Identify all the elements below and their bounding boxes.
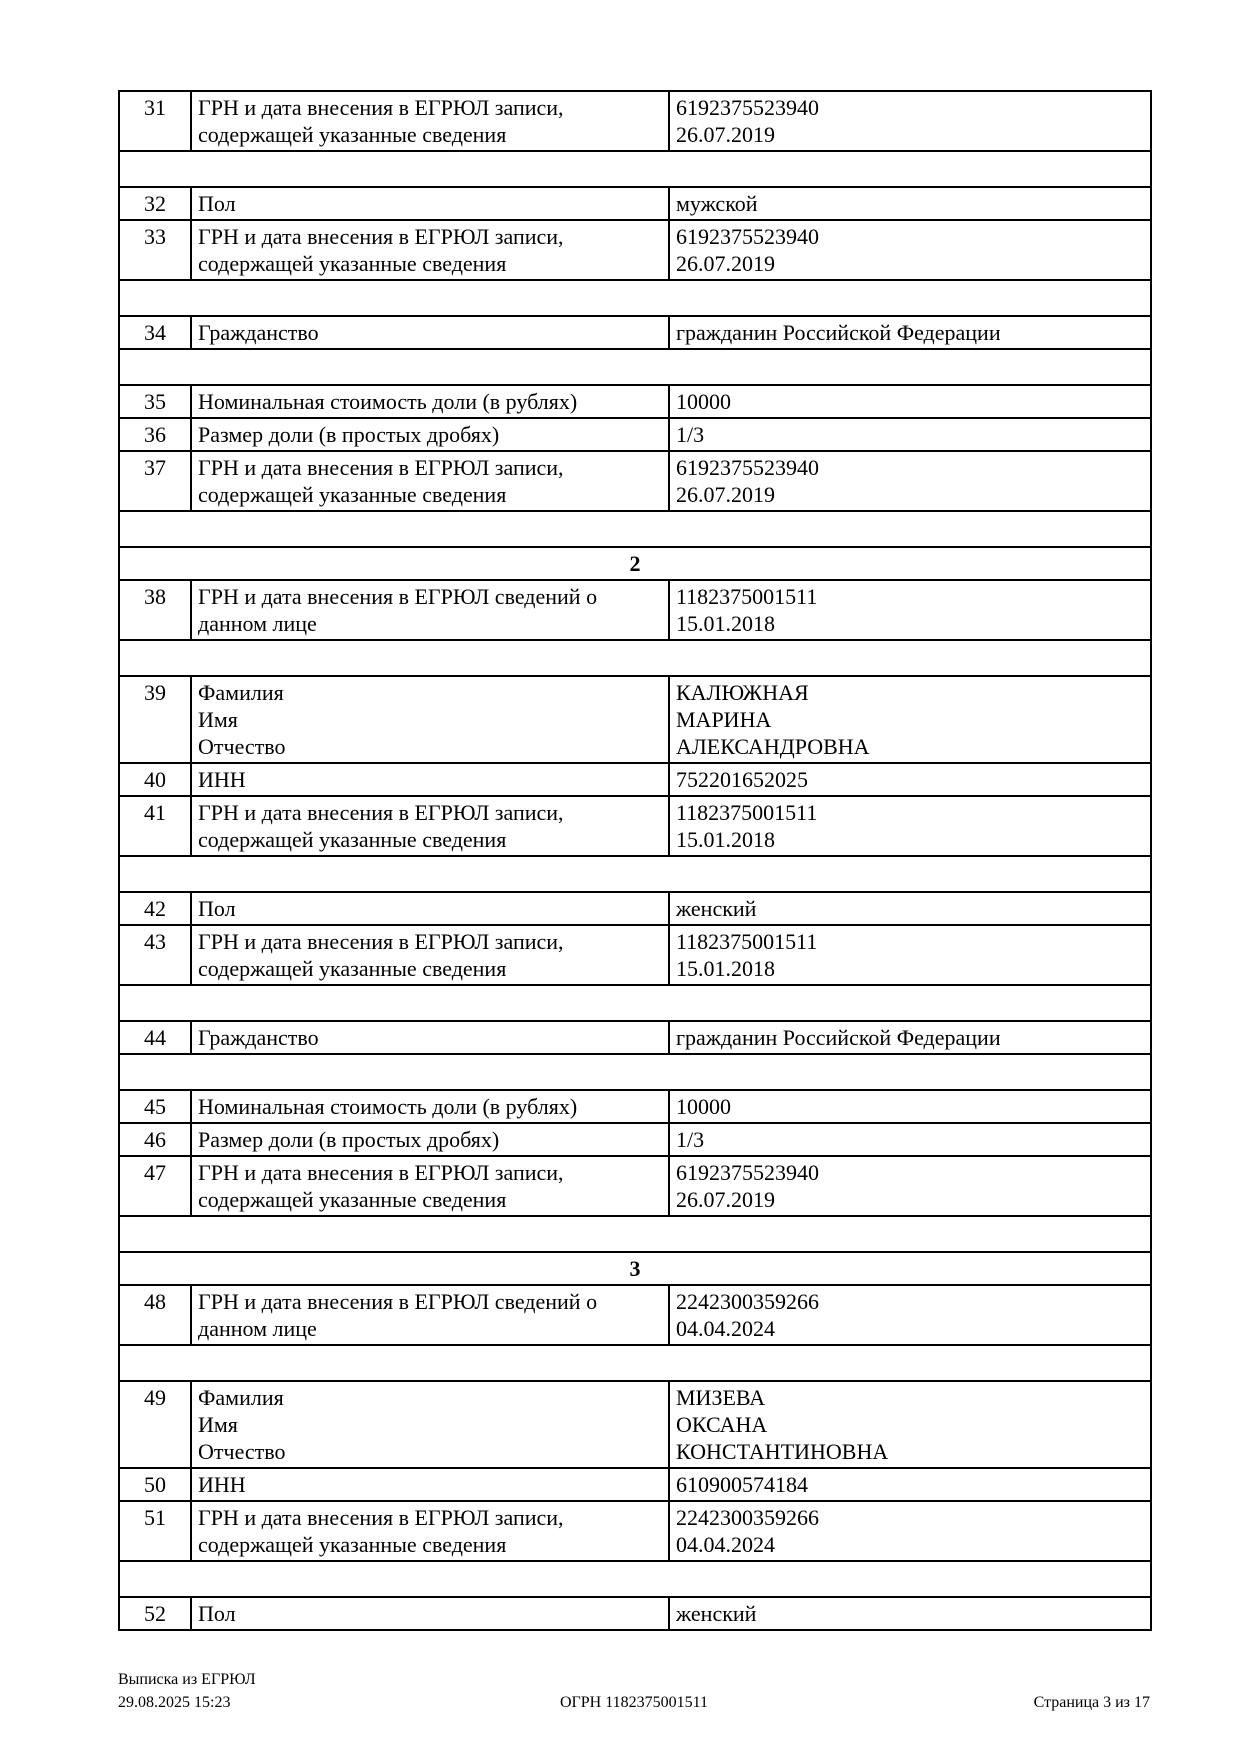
- cell-line: 26.07.2019: [676, 122, 775, 147]
- field-label: [191, 1597, 669, 1630]
- row-number: 45: [119, 1090, 191, 1123]
- cell-line: 04.04.2024: [676, 1316, 775, 1341]
- cell-line: 26.07.2019: [676, 1187, 775, 1212]
- field-label: [191, 1468, 669, 1501]
- field-value: [669, 1021, 1151, 1054]
- table-row: [119, 580, 1151, 640]
- cell-line: содержащей указанные сведения: [198, 956, 507, 981]
- spacer-row: [119, 1216, 1151, 1252]
- cell-line: 2242300359266: [676, 1505, 819, 1530]
- page-footer: [118, 1668, 1150, 1714]
- field-value: [669, 1381, 1151, 1468]
- table-row: [119, 796, 1151, 856]
- field-label: [191, 418, 669, 451]
- section-header-row: [119, 547, 1151, 580]
- table-row: [119, 1285, 1151, 1345]
- field-value: [669, 676, 1151, 763]
- cell-line: женский: [676, 1601, 757, 1626]
- cell-line: данном лице: [198, 611, 317, 636]
- cell-line: содержащей указанные сведения: [198, 827, 507, 852]
- row-number: 51: [119, 1501, 191, 1561]
- field-label: [191, 1285, 669, 1345]
- field-label: [191, 925, 669, 985]
- cell-line: 15.01.2018: [676, 611, 775, 636]
- field-label: [191, 796, 669, 856]
- cell-line: 10000: [676, 389, 731, 414]
- cell-line: 26.07.2019: [676, 482, 775, 507]
- table-row: [119, 385, 1151, 418]
- cell-line: 1/3: [676, 422, 705, 447]
- cell-line: МАРИНА: [676, 707, 772, 732]
- field-label: [191, 91, 669, 151]
- cell-line: МИЗЕВА: [676, 1385, 766, 1410]
- cell-line: 610900574184: [676, 1472, 808, 1497]
- cell-line: 1182375001511: [676, 929, 818, 954]
- field-label: [191, 676, 669, 763]
- spacer-cell: [119, 151, 1151, 187]
- table-row: [119, 925, 1151, 985]
- row-number: 36: [119, 418, 191, 451]
- field-value: [669, 796, 1151, 856]
- section-number: 3: [119, 1252, 1151, 1285]
- table-row: [119, 1123, 1151, 1156]
- field-value: [669, 1123, 1151, 1156]
- cell-line: 2242300359266: [676, 1289, 819, 1314]
- table-row: [119, 316, 1151, 349]
- row-number: 52: [119, 1597, 191, 1630]
- cell-line: 752201652025: [676, 767, 808, 792]
- cell-line: женский: [676, 896, 757, 921]
- field-value: [669, 451, 1151, 511]
- row-number: 38: [119, 580, 191, 640]
- footer-page-number: Страница 3 из 17: [1033, 1694, 1150, 1711]
- row-number: 49: [119, 1381, 191, 1468]
- cell-line: 15.01.2018: [676, 827, 775, 852]
- spacer-row: [119, 1345, 1151, 1381]
- cell-line: Размер доли (в простых дробях): [198, 1127, 500, 1152]
- cell-line: ГРН и дата внесения в ЕГРЮЛ записи,: [198, 95, 564, 120]
- spacer-cell: [119, 856, 1151, 892]
- spacer-row: [119, 280, 1151, 316]
- field-value: [669, 220, 1151, 280]
- cell-line: АЛЕКСАНДРОВНА: [676, 734, 870, 759]
- cell-line: ГРН и дата внесения в ЕГРЮЛ записи,: [198, 455, 564, 480]
- footer-info-line: [118, 1691, 1150, 1714]
- spacer-cell: [119, 1561, 1151, 1597]
- row-number: 50: [119, 1468, 191, 1501]
- cell-line: 6192375523940: [676, 95, 819, 120]
- cell-line: 15.01.2018: [676, 956, 775, 981]
- field-value: [669, 1597, 1151, 1630]
- cell-line: 6192375523940: [676, 455, 819, 480]
- field-label: [191, 1381, 669, 1468]
- table-row: [119, 1156, 1151, 1216]
- footer-doc-title: Выписка из ЕГРЮЛ: [118, 1671, 256, 1688]
- cell-line: 1182375001511: [676, 584, 818, 609]
- cell-line: Имя: [198, 707, 238, 732]
- spacer-cell: [119, 1054, 1151, 1090]
- table-row: [119, 91, 1151, 151]
- row-number: 40: [119, 763, 191, 796]
- cell-line: Номинальная стоимость доли (в рублях): [198, 1094, 578, 1119]
- spacer-cell: [119, 1216, 1151, 1252]
- field-value: [669, 1285, 1151, 1345]
- field-label: [191, 1123, 669, 1156]
- row-number: 37: [119, 451, 191, 511]
- field-value: [669, 763, 1151, 796]
- table-row: [119, 1468, 1151, 1501]
- row-number: 41: [119, 796, 191, 856]
- field-value: [669, 418, 1151, 451]
- cell-line: данном лице: [198, 1316, 317, 1341]
- row-number: 32: [119, 187, 191, 220]
- cell-line: Пол: [198, 191, 236, 216]
- row-number: 47: [119, 1156, 191, 1216]
- row-number: 39: [119, 676, 191, 763]
- row-number: 46: [119, 1123, 191, 1156]
- field-label: [191, 763, 669, 796]
- spacer-row: [119, 511, 1151, 547]
- row-number: 48: [119, 1285, 191, 1345]
- field-label: [191, 187, 669, 220]
- field-value: [669, 892, 1151, 925]
- field-label: [191, 580, 669, 640]
- cell-line: Отчество: [198, 734, 286, 759]
- field-value: [669, 316, 1151, 349]
- cell-line: гражданин Российской Федерации: [676, 320, 1001, 345]
- field-label: [191, 1090, 669, 1123]
- cell-line: ГРН и дата внесения в ЕГРЮЛ сведений о: [198, 1289, 598, 1314]
- field-value: [669, 385, 1151, 418]
- cell-line: ГРН и дата внесения в ЕГРЮЛ записи,: [198, 800, 564, 825]
- cell-line: 1182375001511: [676, 800, 818, 825]
- table-row: [119, 187, 1151, 220]
- spacer-row: [119, 349, 1151, 385]
- cell-line: Отчество: [198, 1439, 286, 1464]
- table-row: [119, 220, 1151, 280]
- cell-line: ГРН и дата внесения в ЕГРЮЛ записи,: [198, 1505, 564, 1530]
- field-label: [191, 451, 669, 511]
- cell-line: КАЛЮЖНАЯ: [676, 680, 809, 705]
- field-value: [669, 1156, 1151, 1216]
- field-value: [669, 1090, 1151, 1123]
- cell-line: 6192375523940: [676, 224, 819, 249]
- row-number: 43: [119, 925, 191, 985]
- cell-line: Имя: [198, 1412, 238, 1437]
- egrul-table: [118, 90, 1152, 1631]
- spacer-cell: [119, 511, 1151, 547]
- footer-datetime: 29.08.2025 15:23: [118, 1694, 231, 1711]
- cell-line: ГРН и дата внесения в ЕГРЮЛ записи,: [198, 929, 564, 954]
- cell-line: содержащей указанные сведения: [198, 1532, 507, 1557]
- cell-line: содержащей указанные сведения: [198, 482, 507, 507]
- cell-line: ИНН: [198, 767, 246, 792]
- spacer-cell: [119, 349, 1151, 385]
- field-value: [669, 1501, 1151, 1561]
- spacer-row: [119, 1561, 1151, 1597]
- table-row: [119, 763, 1151, 796]
- row-number: 35: [119, 385, 191, 418]
- spacer-row: [119, 1054, 1151, 1090]
- table-row: [119, 1381, 1151, 1468]
- field-label: [191, 1021, 669, 1054]
- cell-line: Пол: [198, 896, 236, 921]
- table-row: [119, 451, 1151, 511]
- field-value: [669, 187, 1151, 220]
- spacer-cell: [119, 280, 1151, 316]
- cell-line: содержащей указанные сведения: [198, 251, 507, 276]
- table-row: [119, 1501, 1151, 1561]
- cell-line: ГРН и дата внесения в ЕГРЮЛ записи,: [198, 1160, 564, 1185]
- cell-line: ОКСАНА: [676, 1412, 768, 1437]
- table-row: [119, 1021, 1151, 1054]
- spacer-cell: [119, 985, 1151, 1021]
- field-value: [669, 580, 1151, 640]
- cell-line: 1/3: [676, 1127, 705, 1152]
- cell-line: мужской: [676, 191, 758, 216]
- cell-line: содержащей указанные сведения: [198, 1187, 507, 1212]
- section-number: 2: [119, 547, 1151, 580]
- field-value: [669, 925, 1151, 985]
- row-number: 31: [119, 91, 191, 151]
- spacer-row: [119, 151, 1151, 187]
- spacer-row: [119, 985, 1151, 1021]
- field-label: [191, 1501, 669, 1561]
- cell-line: 6192375523940: [676, 1160, 819, 1185]
- spacer-cell: [119, 640, 1151, 676]
- table-row: [119, 418, 1151, 451]
- cell-line: содержащей указанные сведения: [198, 122, 507, 147]
- cell-line: ИНН: [198, 1472, 246, 1497]
- cell-line: Фамилия: [198, 680, 284, 705]
- table-row: [119, 1597, 1151, 1630]
- cell-line: КОНСТАНТИНОВНА: [676, 1439, 889, 1464]
- field-value: [669, 1468, 1151, 1501]
- row-number: 42: [119, 892, 191, 925]
- spacer-row: [119, 856, 1151, 892]
- cell-line: ГРН и дата внесения в ЕГРЮЛ сведений о: [198, 584, 598, 609]
- table-row: [119, 892, 1151, 925]
- section-header-row: [119, 1252, 1151, 1285]
- cell-line: Гражданство: [198, 320, 319, 345]
- cell-line: ГРН и дата внесения в ЕГРЮЛ записи,: [198, 224, 564, 249]
- spacer-cell: [119, 1345, 1151, 1381]
- cell-line: Пол: [198, 1601, 236, 1626]
- cell-line: Номинальная стоимость доли (в рублях): [198, 389, 578, 414]
- cell-line: Гражданство: [198, 1025, 319, 1050]
- cell-line: Фамилия: [198, 1385, 284, 1410]
- row-number: 44: [119, 1021, 191, 1054]
- cell-line: гражданин Российской Федерации: [676, 1025, 1001, 1050]
- field-value: [669, 91, 1151, 151]
- cell-line: Размер доли (в простых дробях): [198, 422, 500, 447]
- cell-line: 26.07.2019: [676, 251, 775, 276]
- footer-ogrn: ОГРН 1182375001511: [559, 1694, 709, 1711]
- cell-line: 04.04.2024: [676, 1532, 775, 1557]
- field-label: [191, 1156, 669, 1216]
- field-label: [191, 316, 669, 349]
- table-row: [119, 676, 1151, 763]
- table-row: [119, 1090, 1151, 1123]
- field-label: [191, 220, 669, 280]
- row-number: 34: [119, 316, 191, 349]
- field-label: [191, 385, 669, 418]
- row-number: 33: [119, 220, 191, 280]
- field-label: [191, 892, 669, 925]
- cell-line: 10000: [676, 1094, 731, 1119]
- spacer-row: [119, 640, 1151, 676]
